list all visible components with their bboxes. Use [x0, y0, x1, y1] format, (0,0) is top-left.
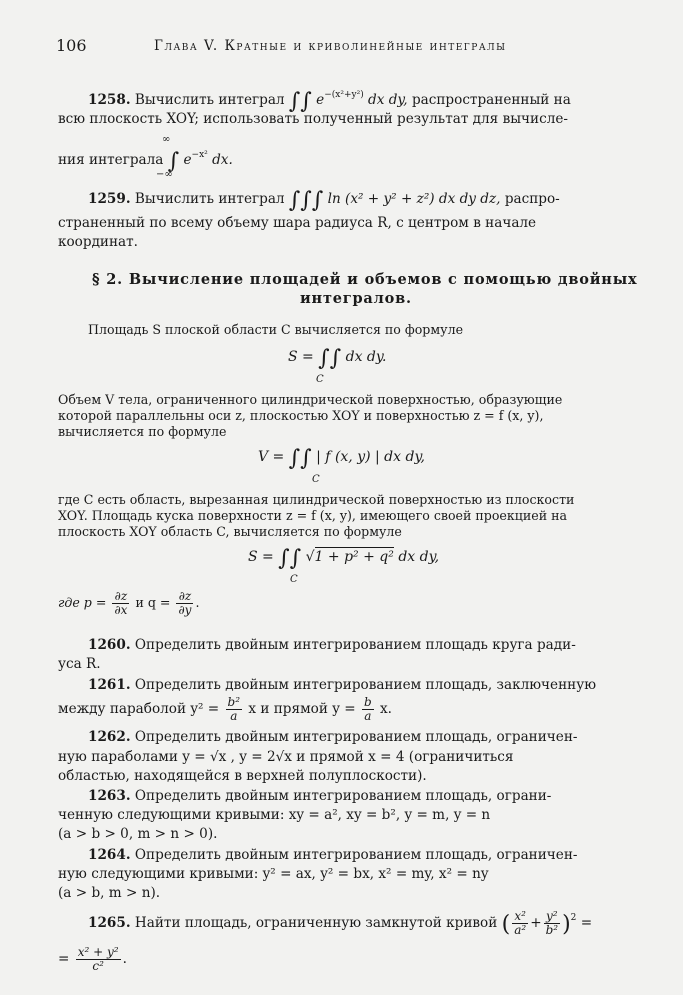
volume-text-line-2: которой параллельны оси z, плоскостью XOY и поверхностью z = f (x, y), — [58, 408, 544, 423]
section-title-line-1: § 2. Вычисление площадей и объемов с помощью двойных — [92, 271, 638, 288]
volume-text-line-3: вычисляется по формуле — [58, 424, 227, 439]
problem-1262-line-3: областью, находящейся в верхней полуплоскости). — [58, 768, 427, 784]
volume-text-line-1: Объем V тела, ограниченного цилиндрической поверхностью, образующие — [58, 392, 563, 407]
problem-1265-line-2: = $\frac{\text{x² + y²}}{\text{c²}}$ . — [58, 945, 127, 973]
problem-1259-line-2: страненный по всему объему шара радиуса R, с центром в начале — [58, 215, 537, 231]
volume-region-label: C — [312, 474, 320, 485]
surface-text-line-3: плоскость XOY область C, вычисляется по формуле — [58, 524, 402, 539]
problem-1264-line-3: (a > b, m > n). — [58, 885, 161, 901]
surface-text-line-2: XOY. Площадь куска поверхности z = f (x, y), имеющего своей проекцией на — [58, 508, 568, 523]
page-number: 106 — [56, 36, 87, 55]
problem-1259-line-3: координат. — [58, 234, 139, 250]
problem-1263-line-2: ченную следующими кривыми: xy = a², xy = b², y = m, y = n — [58, 807, 491, 823]
problem-1260-line-2: уса R. — [58, 656, 101, 672]
problem-1259-line-1: 1259. Вычислить интеграл ∫∫∫ ln (x² + y² + z²) dx dy dz, распро- — [88, 188, 560, 213]
area-region-label: C — [316, 374, 324, 385]
problem-1262-line-2: ную параболами y = √x , y = 2√x и прямой x = 4 (ограничиться — [58, 749, 514, 765]
area-intro: Площадь S плоской области C вычисляется по формуле — [88, 322, 464, 337]
integral-lower-limit: −∞ — [156, 169, 173, 180]
section-title-line-2: интегралов. — [300, 290, 412, 307]
partial-derivatives-definition: где p = $\frac{\partial z}{\partial x}$ и q = $\frac{\partial z}{\partial y}$ . — [58, 589, 200, 617]
problem-1265-line-1: 1265. Найти площадь, ограниченную замкнутой кривой ( $\frac{\text{x²}}{\text{a²}}$ + $\frac{\text{y²}}{\text{b²}}$ )$^2$ = — [88, 909, 593, 937]
problem-1263-line-1: 1263. Определить двойным интегрированием площадь, ограни- — [88, 788, 552, 804]
problem-1264-line-1: 1264. Определить двойным интегрированием площадь, ограничен- — [88, 847, 578, 863]
area-formula: S = ∫∫ dx dy. — [288, 346, 387, 371]
surface-region-label: C — [290, 574, 298, 585]
problem-1261-line-2: между параболой y² = $\frac{\text{b²}}{a}$ x и прямой y = $\frac{b}{a}$ x. — [58, 695, 392, 723]
problem-1264-line-2: ную следующими кривыми: y² = ax, y² = bx, x² = my, x² = ny — [58, 866, 489, 882]
problem-1262-line-1: 1262. Определить двойным интегрированием площадь, ограничен- — [88, 729, 578, 745]
problem-1263-line-3: (a > b > 0, m > n > 0). — [58, 826, 218, 842]
problem-1258-line-3: ния интеграла ∫ $e^{-x^2}$ dx. — [58, 149, 233, 174]
problem-1258-line-2: всю плоскость XOY; использовать полученный результат для вычисле- — [58, 111, 568, 127]
surface-text-line-1: где C есть область, вырезанная цилиндрической поверхностью из плоскости — [58, 492, 575, 507]
running-title: Глава V. Кратные и криволинейные интегралы — [154, 38, 507, 54]
surface-formula: S = ∫∫ √1 + p² + q² dx dy, — [248, 546, 440, 571]
problem-1260-line-1: 1260. Определить двойным интегрированием площадь круга ради- — [88, 637, 576, 653]
integral-upper-limit: ∞ — [162, 134, 171, 145]
problem-1258-line-1: 1258. Вычислить интеграл ∫∫ $e^{-(x^2+y^2)}$ dx dy, распространенный на — [88, 89, 571, 114]
volume-formula: V = ∫∫ | f (x, y) | dx dy, — [258, 446, 425, 471]
problem-1261-line-1: 1261. Определить двойным интегрированием площадь, заключенную — [88, 677, 597, 693]
